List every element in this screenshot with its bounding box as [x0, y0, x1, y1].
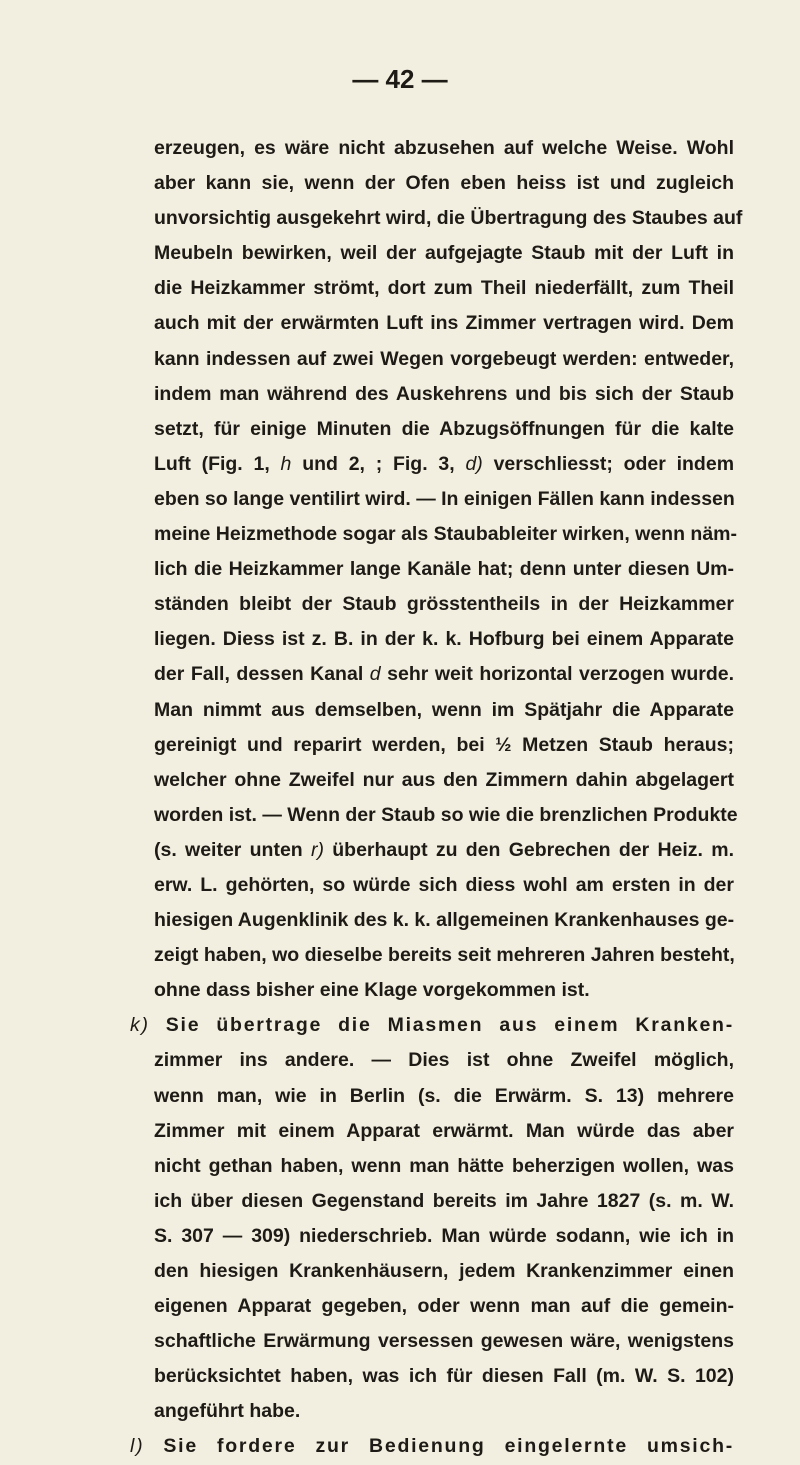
text-line: wenn man, wie in Berlin (s. die Erwärm. S. 13) mehrere	[154, 1084, 734, 1107]
text-line: welcher ohne Zweifel nur aus den Zimmern dahin abgelagert	[154, 768, 734, 791]
text-segment-spaced: zimmer ins andere.	[154, 1049, 355, 1072]
text-segment: der Fall, dessen Kanal	[154, 663, 364, 686]
text-segment: verschliesst; oder indem	[493, 452, 735, 475]
text-segment: gereinigt und reparirt werden, bei	[154, 733, 485, 756]
text-line: eigenen Apparat gegeben, oder wenn man auf die gemein-	[154, 1295, 734, 1318]
text-segment: — Dies ist ohne Zweifel möglich,	[371, 1049, 734, 1072]
text-line-kanal	[154, 657, 734, 692]
text-line: eben so lange ventilirt wird. — In einigen Fällen kann indessen	[154, 487, 735, 510]
text-segment: sehr weit horizontal verzogen wurde.	[387, 663, 734, 686]
text-line: Man nimmt aus demselben, wenn im Spätjahr die Apparate	[154, 698, 734, 721]
text-line-figure-ref	[154, 447, 734, 482]
text-line: ständen bleibt der Staub grösstentheils in der Heizkammer	[154, 593, 734, 616]
text-line: liegen. Diess ist z. B. in der k. k. Hofburg bei einem Apparate	[154, 628, 734, 651]
text-line: kann indessen auf zwei Wegen vorgebeugt werden: entweder,	[154, 347, 734, 370]
item-heading: Sie fordere zur Bedienung eingelernte umsich-	[163, 1435, 734, 1458]
item-marker: l)	[130, 1435, 145, 1458]
text-line: S. 307 — 309) niederschrieb. Man würde sodann, wie ich in	[154, 1224, 734, 1247]
fraction: ½	[495, 733, 512, 756]
list-item-l-heading	[130, 1429, 734, 1464]
text-line: berücksichtet haben, was ich für diesen Fall (m. W. S. 102)	[154, 1365, 734, 1388]
text-line: aber kann sie, wenn der Ofen eben heiss ist und zugleich	[154, 172, 734, 195]
text-line: Zimmer mit einem Apparat erwärmt. Man würde das aber	[154, 1119, 734, 1142]
text-line: worden ist. — Wenn der Staub so wie die brenzlichen Produkte	[154, 803, 738, 826]
text-line: indem man während des Auskehrens und bis sich der Staub	[154, 382, 734, 405]
text-line: angeführt habe.	[154, 1400, 301, 1423]
text-line: meine Heizmethode sogar als Staubableiter wirken, wenn näm-	[154, 523, 737, 546]
text-line-r-ref	[154, 833, 734, 868]
text-line: die Heizkammer strömt, dort zum Theil niederfällt, zum Theil	[154, 277, 734, 300]
text-segment: Metzen Staub heraus;	[522, 733, 735, 756]
italic-letter: d	[369, 663, 381, 686]
italic-letter: r)	[310, 838, 324, 861]
text-line: erw. L. gehörten, so würde sich diess wohl am ersten in der	[154, 873, 734, 896]
text-line: hiesigen Augenklinik des k. k. allgemeinen Krankenhauses ge-	[154, 909, 735, 932]
text-line: setzt, für einige Minuten die Abzugsöffnungen für die kalte	[154, 417, 734, 440]
body-text	[130, 131, 743, 1465]
text-segment: Luft (Fig. 1,	[154, 452, 270, 475]
text-line: erzeugen, es wäre nicht abzusehen auf welche Weise. Wohl	[154, 137, 734, 159]
text-line: auch mit der erwärmten Luft ins Zimmer vertragen wird. Dem	[154, 312, 734, 335]
text-line: zeigt haben, wo dieselbe bereits seit mehreren Jahren besteht,	[154, 944, 735, 967]
text-line: unvorsichtig ausgekehrt wird, die Übertragung des Staubes auf	[154, 207, 743, 230]
text-line-k-cont	[154, 1043, 734, 1078]
page-number: — 42 —	[352, 64, 448, 94]
item-marker: k)	[130, 1014, 150, 1037]
text-line: nicht gethan haben, wenn man hätte beherzigen wollen, was	[154, 1154, 734, 1177]
list-item-k-heading	[130, 1008, 734, 1043]
text-line: Meubeln bewirken, weil der aufgejagte Staub mit der Luft in	[154, 242, 734, 265]
italic-letter: d)	[465, 452, 483, 475]
text-line: ich über diesen Gegenstand bereits im Jahre 1827 (s. m. W.	[154, 1189, 734, 1212]
text-segment: (s. weiter unten	[154, 838, 303, 861]
text-line: lich die Heizkammer lange Kanäle hat; denn unter diesen Um-	[154, 558, 734, 581]
text-line: ohne dass bisher eine Klage vorgekommen ist.	[154, 979, 590, 1002]
text-line-fraction	[154, 728, 734, 763]
text-segment: überhaupt zu den Gebrechen der Heiz. m.	[332, 838, 734, 861]
text-line: den hiesigen Krankenhäusern, jedem Krankenzimmer einen	[154, 1260, 734, 1282]
text-line: schaftliche Erwärmung versessen gewesen wäre, wenigstens	[154, 1330, 734, 1353]
text-segment: und 2, ; Fig. 3,	[302, 452, 455, 475]
item-heading: Sie übertrage die Miasmen aus einem Kranken-	[165, 1014, 734, 1037]
italic-letter: h	[280, 452, 292, 475]
